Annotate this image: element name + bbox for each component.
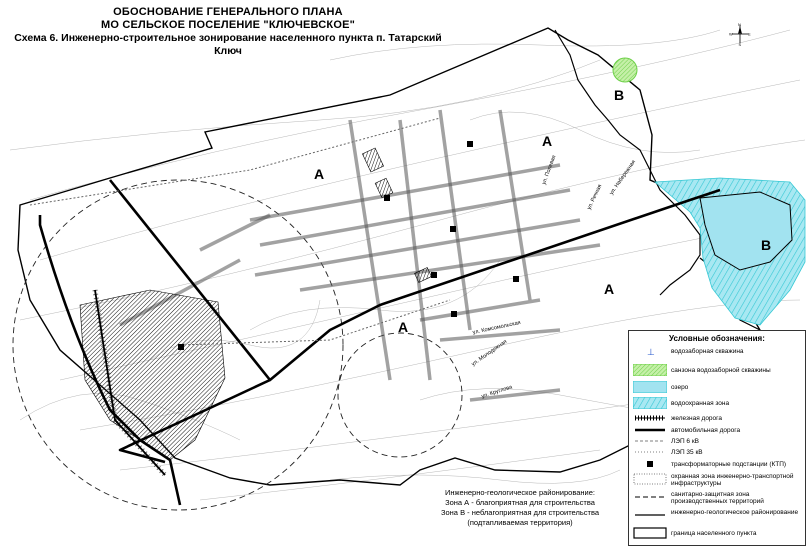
legend-label: охранная зона инженерно-транспортной инфраструктуры bbox=[671, 473, 794, 487]
sanitary-zone-dashed bbox=[633, 491, 667, 503]
substation-icon bbox=[450, 226, 456, 232]
legend-item-well-zone bbox=[629, 364, 805, 380]
compass-s: S bbox=[738, 42, 742, 46]
substation-icon bbox=[431, 272, 437, 278]
compass-e: E bbox=[748, 31, 751, 37]
zone-label-a: А bbox=[542, 133, 553, 149]
title-line-1: ОБОСНОВАНИЕ ГЕНЕРАЛЬНОГО ПЛАНА bbox=[113, 6, 343, 18]
zone-label-a: А bbox=[604, 281, 615, 297]
legend-label: инженерно-геологическое районирование bbox=[671, 509, 799, 516]
legend-label: водозаборная скважина bbox=[671, 348, 744, 355]
street-label: ул. Круглова bbox=[480, 384, 514, 400]
legend-item-well bbox=[629, 345, 805, 361]
zone-label-a: А bbox=[398, 319, 409, 335]
zone-label-b: В bbox=[761, 237, 772, 253]
well-zone-swatch bbox=[633, 364, 667, 376]
legend-item-geo-zoning bbox=[629, 509, 805, 525]
street-label: ул. Полевая bbox=[541, 154, 558, 186]
protection-zone-dotted bbox=[633, 473, 667, 485]
railway-line bbox=[633, 412, 667, 424]
legend-item-lake bbox=[629, 381, 805, 397]
legend-label: озеро bbox=[671, 384, 689, 391]
settlement-border-box bbox=[633, 527, 667, 539]
substation-icon bbox=[513, 276, 519, 282]
legend-label: водоохранная зона bbox=[671, 400, 730, 407]
map-legend bbox=[628, 330, 806, 546]
substation-icon bbox=[633, 458, 667, 470]
substation-icon bbox=[467, 141, 473, 147]
compass-n: N bbox=[738, 22, 741, 27]
substation-icon bbox=[384, 195, 390, 201]
street-label: ул. Речная bbox=[586, 183, 604, 211]
lake-swatch bbox=[633, 381, 667, 393]
street-label: ул. Молодежная bbox=[470, 338, 509, 368]
water-protection-swatch bbox=[633, 397, 667, 409]
substation-icon bbox=[451, 311, 457, 317]
legend-label: железная дорога bbox=[671, 415, 723, 422]
zone-note-line-3: Зона В - неблагоприятная для строительства bbox=[440, 508, 600, 517]
title-line-2: МО СЕЛЬСКОЕ ПОСЕЛЕНИЕ "КЛЮЧЕВСКОЕ" bbox=[100, 19, 356, 31]
zone-note-line-1: Инженерно-геологическое районирование: bbox=[445, 488, 595, 497]
legend-label: автомобильная дорога bbox=[671, 427, 741, 434]
legend-item-water-zone bbox=[629, 397, 805, 413]
geo-zoning-note bbox=[420, 488, 620, 528]
zone-note-line-4: (подтапливаемая территория) bbox=[467, 518, 573, 527]
legend-label: трансформаторные подстанции (КТП) bbox=[671, 461, 787, 468]
legend-item-protection-zone bbox=[629, 473, 805, 489]
street-label: ул. Комсомольская bbox=[472, 319, 522, 336]
legend-title: Условные обозначения: bbox=[669, 334, 765, 343]
legend-label: ЛЭП 35 кВ bbox=[671, 449, 703, 456]
legend-label: ЛЭП 6 кВ bbox=[671, 438, 700, 445]
title-line-3: Схема 6. Инженерно-строительное зонирование населенного пункта п. Татарский Ключ bbox=[14, 32, 442, 57]
legend-label: санитарно-защитная зона производственных территорий bbox=[671, 491, 764, 505]
compass-w: W bbox=[729, 31, 733, 37]
well-icon bbox=[633, 345, 667, 357]
legend-label: санзона водозаборной скважины bbox=[671, 367, 771, 374]
substation-icon bbox=[178, 344, 184, 350]
well-sanitary-zone bbox=[613, 58, 637, 82]
compass-rose bbox=[729, 22, 751, 46]
svg-text:⊥: ⊥ bbox=[647, 347, 655, 357]
map-title bbox=[8, 6, 448, 58]
zone-label-a: А bbox=[314, 166, 325, 182]
street-label: ул. Набережная bbox=[608, 159, 638, 197]
legend-label: граница населенного пункта bbox=[671, 530, 757, 537]
compass-icon bbox=[729, 22, 751, 46]
geo-zoning-line bbox=[633, 509, 667, 521]
legend-item-settlement-border bbox=[629, 527, 805, 543]
power-35kv-line bbox=[633, 446, 667, 458]
zone-label-b: В bbox=[614, 87, 625, 103]
legend-item-substation bbox=[629, 458, 805, 474]
zone-note-line-2: Зона А - благоприятная для строительства bbox=[445, 498, 595, 507]
legend-item-sanitary-zone bbox=[629, 491, 805, 507]
